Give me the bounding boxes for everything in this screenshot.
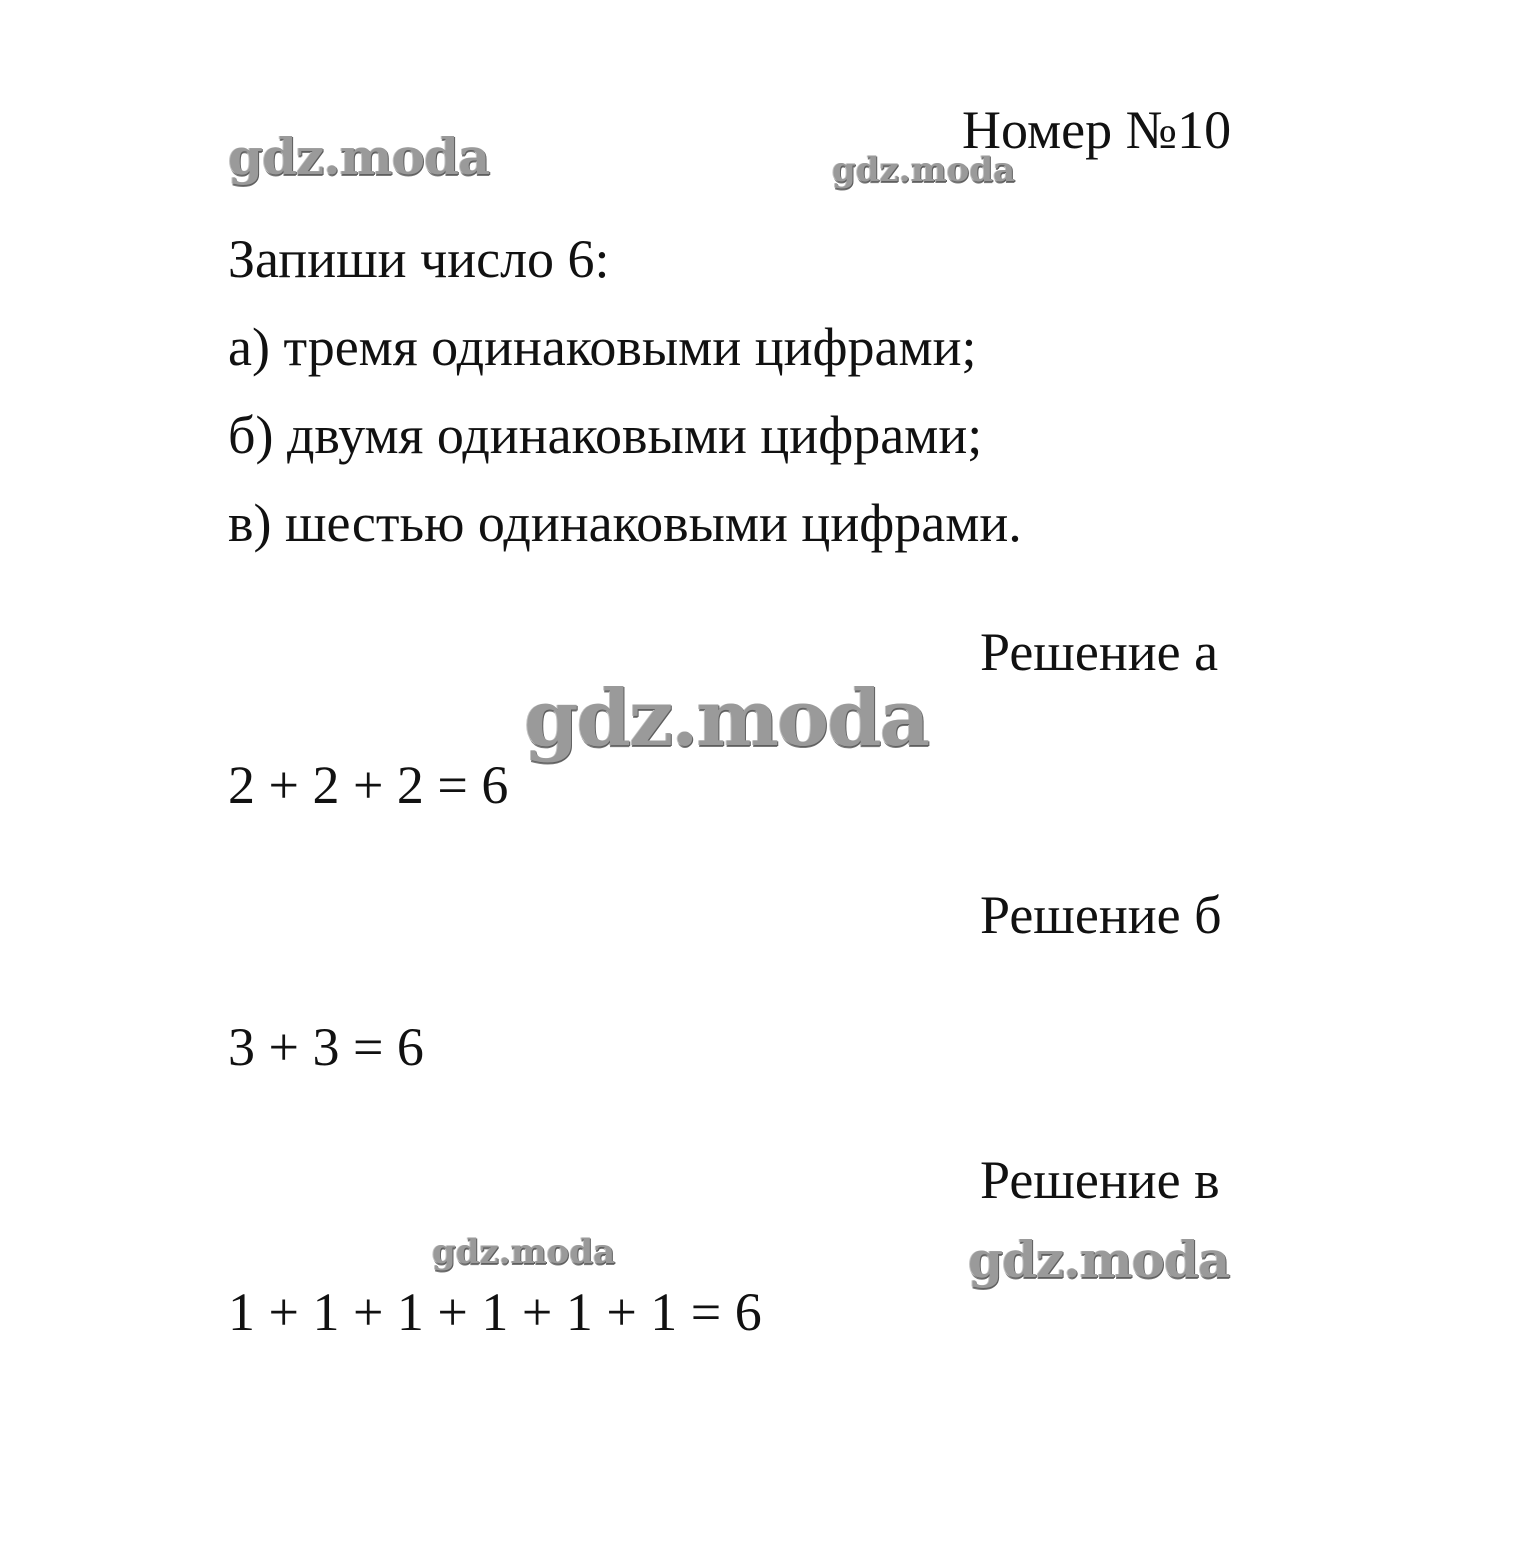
task-item-c: в) шестью одинаковыми цифрами. [228, 493, 1022, 553]
watermark-center: gdz.moda [524, 673, 929, 764]
solution-a-heading: Решение а [980, 622, 1219, 682]
task-prompt: Запиши число 6: [228, 229, 610, 289]
solution-c-heading: Решение в [980, 1150, 1220, 1210]
problem-number: Номер №10 [962, 100, 1232, 160]
solution-a-expression: 2 + 2 + 2 = 6 [228, 755, 509, 815]
solution-c-expression: 1 + 1 + 1 + 1 + 1 + 1 = 6 [228, 1282, 762, 1342]
solution-b-heading: Решение б [980, 885, 1222, 945]
watermark-top-left: gdz.moda [228, 127, 490, 186]
watermark-bottom-left: gdz.moda [432, 1232, 616, 1272]
task-item-b: б) двумя одинаковыми цифрами; [228, 405, 983, 465]
watermark-bottom-right: gdz.moda [968, 1230, 1230, 1289]
task-item-a: а) тремя одинаковыми цифрами; [228, 317, 977, 377]
watermark-top-center: gdz.moda [832, 150, 1016, 190]
solution-b-expression: 3 + 3 = 6 [228, 1017, 424, 1077]
